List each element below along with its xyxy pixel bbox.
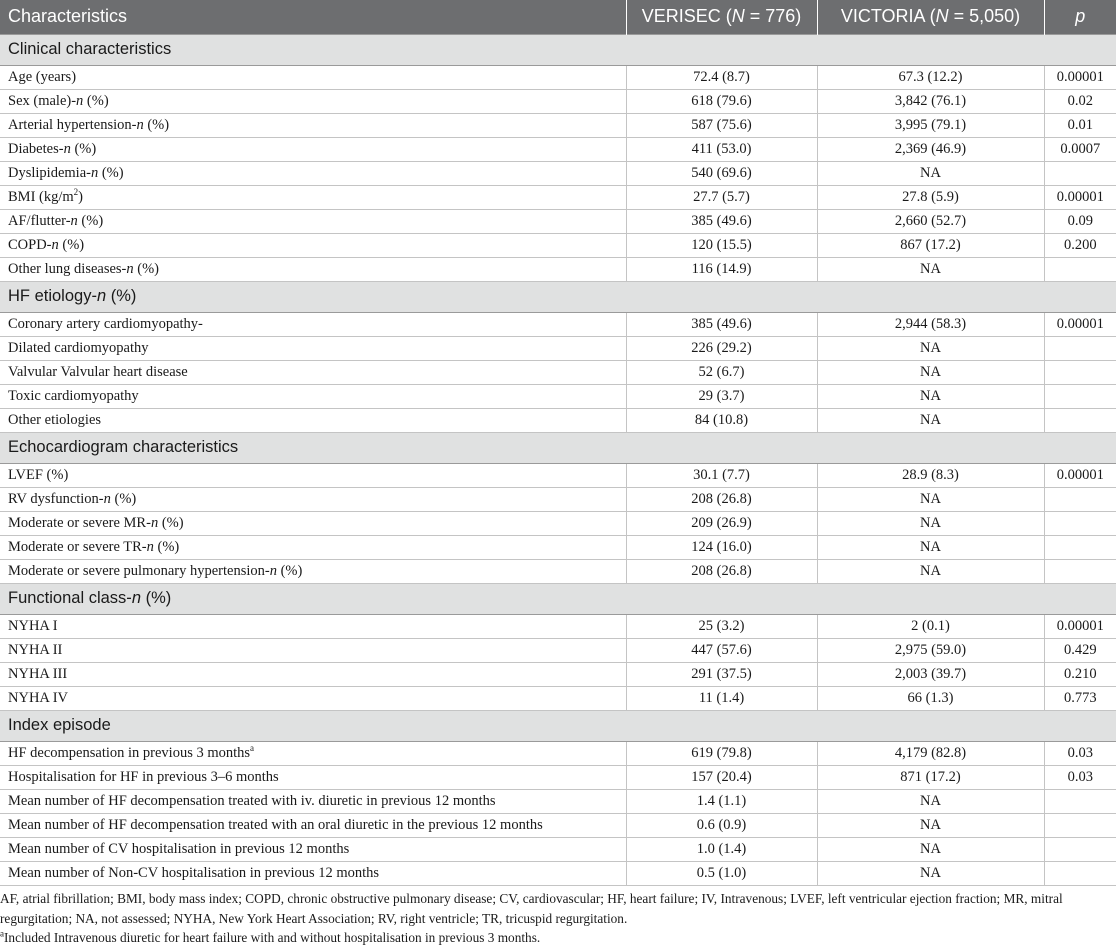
section-clinical: Clinical characteristics	[0, 34, 1116, 65]
section-echocardiogram: Echocardiogram characteristics	[0, 432, 1116, 463]
table-row: Moderate or severe pulmonary hypertension-n (%) 208 (26.8) NA	[0, 559, 1116, 583]
section-functional-class: Functional class-n (%)	[0, 583, 1116, 614]
footnote-abbreviations: AF, atrial fibrillation; BMI, body mass index; COPD, chronic obstructive pulmonary disease; CV, cardiovascular; HF, heart failure; IV, Intravenous; LVEF, left ventricular ejection fraction; MR, mitral regurgitation; NA, not assessed; NYHA, New York Heart Association; RV, right ventricle; TR, tricuspid regurgitation.	[0, 891, 1063, 926]
table-row: Mean number of HF decompensation treated with an oral diuretic in the previous 12 months 0.6 (0.9) NA	[0, 813, 1116, 837]
table-row: Mean number of HF decompensation treated with iv. diuretic in previous 12 months 1.4 (1.1) NA	[0, 789, 1116, 813]
table-row: NYHA II 447 (57.6) 2,975 (59.0) 0.429	[0, 638, 1116, 662]
header-p-value: p	[1044, 0, 1116, 34]
table-row: Mean number of Non-CV hospitalisation in previous 12 months 0.5 (1.0) NA	[0, 861, 1116, 885]
table-row: Other lung diseases-n (%) 116 (14.9) NA	[0, 257, 1116, 281]
table-row: Coronary artery cardiomyopathy- 385 (49.6) 2,944 (58.3) 0.00001	[0, 312, 1116, 336]
table-header-row	[0, 0, 1116, 34]
section-index-episode: Index episode	[0, 710, 1116, 741]
table-row: Other etiologies 84 (10.8) NA	[0, 408, 1116, 432]
table-row: BMI $(kg/m^2)$ 27.7 (5.7) 27.8 (5.9) 0.00001	[0, 185, 1116, 209]
table-row: Mean number of CV hospitalisation in previous 12 months 1.0 (1.4) NA	[0, 837, 1116, 861]
table-row: RV dysfunction-n (%) 208 (26.8) NA	[0, 487, 1116, 511]
section-hf-etiology: HF etiology-n (%)	[0, 281, 1116, 312]
table-row: Arterial hypertension-n (%) 587 (75.6) 3,995 (79.1) 0.01	[0, 113, 1116, 137]
table-row: Hospitalisation for HF in previous 3–6 months 157 (20.4) 871 (17.2) 0.03	[0, 765, 1116, 789]
table-row: NYHA III 291 (37.5) 2,003 (39.7) 0.210	[0, 662, 1116, 686]
header-verisec: VERISEC (N = 776)	[626, 0, 817, 34]
table-row: NYHA IV 11 (1.4) 66 (1.3) 0.773	[0, 686, 1116, 710]
table-row: Moderate or severe TR-n (%) 124 (16.0) NA	[0, 535, 1116, 559]
header-victoria: VICTORIA (N = 5,050)	[817, 0, 1044, 34]
table-row: AF/flutter-n (%) 385 (49.6) 2,660 (52.7) 0.09	[0, 209, 1116, 233]
table-row: Moderate or severe MR-n (%) 209 (26.9) NA	[0, 511, 1116, 535]
table-row: Sex (male)-n (%) 618 (79.6) 3,842 (76.1) 0.02	[0, 89, 1116, 113]
table-row: Dyslipidemia-n (%) 540 (69.6) NA	[0, 161, 1116, 185]
header-characteristics: Characteristics	[0, 0, 626, 34]
table-row: Valvular Valvular heart disease 52 (6.7) NA	[0, 360, 1116, 384]
table-row: LVEF (%) 30.1 (7.7) 28.9 (8.3) 0.00001	[0, 463, 1116, 487]
table-row: Dilated cardiomyopathy 226 (29.2) NA	[0, 336, 1116, 360]
footnote-a: $^a$Included Intravenous diuretic for heart failure with and without hospitalisation in previous 3 months.	[0, 928, 541, 945]
table-row: HF decompensation in previous 3 months$^a$ 619 (79.8) 4,179 (82.8) 0.03	[0, 741, 1116, 765]
table-row: Age (years) 72.4 (8.7) 67.3 (12.2) 0.00001	[0, 65, 1116, 89]
table-row: COPD-n (%) 120 (15.5) 867 (17.2) 0.200	[0, 233, 1116, 257]
table-row: Diabetes-n (%) 411 (53.0) 2,369 (46.9) 0.0007	[0, 137, 1116, 161]
table-row: Toxic cardiomyopathy 29 (3.7) NA	[0, 384, 1116, 408]
table-row: NYHA I 25 (3.2) 2 (0.1) 0.00001	[0, 614, 1116, 638]
